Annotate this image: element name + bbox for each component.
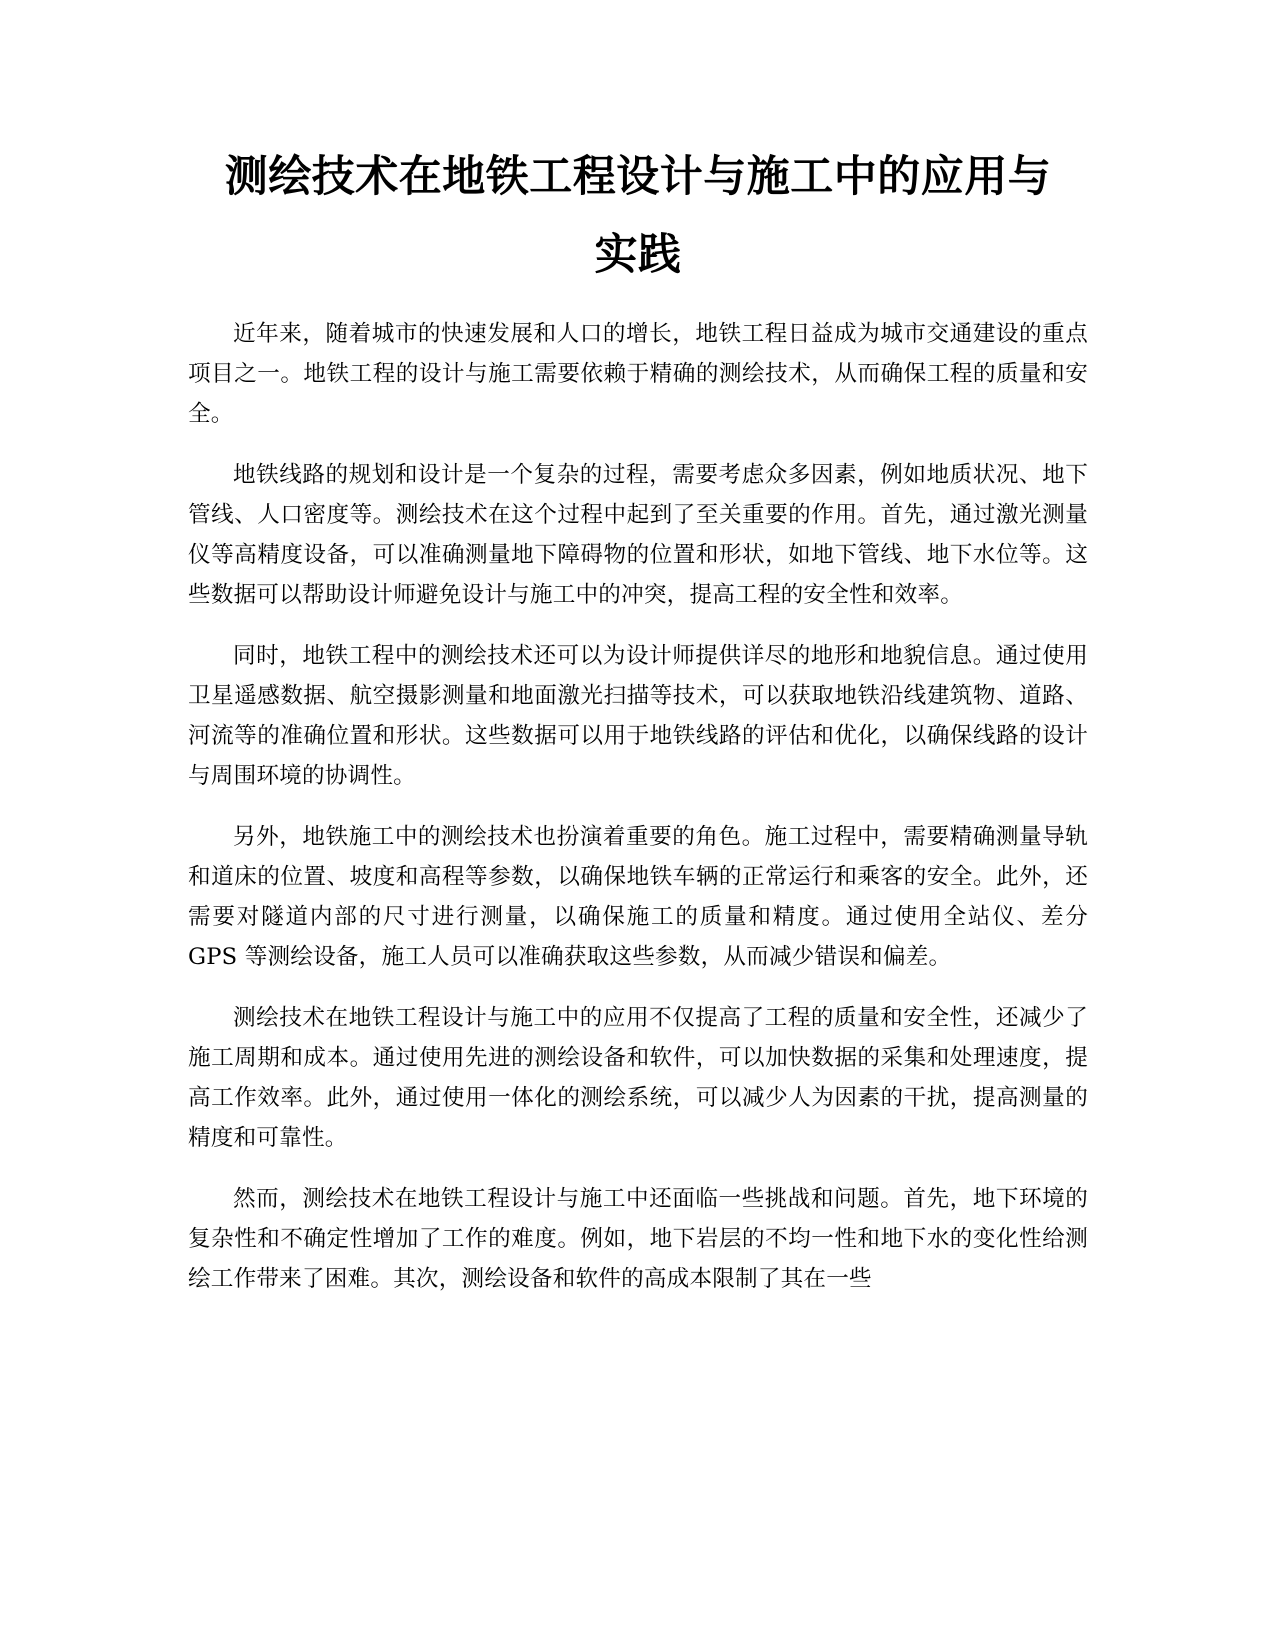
title-line-1: 测绘技术在地铁工程设计与施工中的应用与 bbox=[224, 152, 1052, 202]
paragraph-4: 另外，地铁施工中的测绘技术也扮演着重要的角色。施工过程中，需要精确测量导轨和道床的位置、坡度和高程等参数，以确保地铁车辆的正常运行和乘客的安全。此外，还需要对隧道内部的尺寸进行测量，以确保施工的质量和精度。通过使用全站仪、差分 GPS 等测绘设备，施工人员可以准确获取这些参数，从而减少错误和偏差。 bbox=[188, 824, 1088, 970]
paragraph-6: 然而，测绘技术在地铁工程设计与施工中还面临一些挑战和问题。首先，地下环境的复杂性和不确定性增加了工作的难度。例如，地下岩层的不均一性和地下水的变化性给测绘工作带来了困难。其次，测绘设备和软件的高成本限制了其在一些 bbox=[188, 1186, 1088, 1292]
document-page bbox=[188, 138, 1088, 1320]
paragraph-1: 近年来，随着城市的快速发展和人口的增长，地铁工程日益成为城市交通建设的重点项目之一。地铁工程的设计与施工需要依赖于精确的测绘技术，从而确保工程的质量和安全。 bbox=[188, 321, 1088, 427]
paragraph-5: 测绘技术在地铁工程设计与施工中的应用不仅提高了工程的质量和安全性，还减少了施工周期和成本。通过使用先进的测绘设备和软件，可以加快数据的采集和处理速度，提高工作效率。此外，通过使用一体化的测绘系统，可以减少人为因素的干扰，提高测量的精度和可靠性。 bbox=[188, 1005, 1088, 1151]
document-body bbox=[188, 314, 1088, 1299]
paragraph-3: 同时，地铁工程中的测绘技术还可以为设计师提供详尽的地形和地貌信息。通过使用卫星遥感数据、航空摄影测量和地面激光扫描等技术，可以获取地铁沿线建筑物、道路、河流等的准确位置和形状。这些数据可以用于地铁线路的评估和优化，以确保线路的设计与周围环境的协调性。 bbox=[188, 643, 1088, 789]
document-title bbox=[188, 138, 1088, 294]
paragraph-2: 地铁线路的规划和设计是一个复杂的过程，需要考虑众多因素，例如地质状况、地下管线、人口密度等。测绘技术在这个过程中起到了至关重要的作用。首先，通过激光测量仪等高精度设备，可以准确测量地下障碍物的位置和形状，如地下管线、地下水位等。这些数据可以帮助设计师避免设计与施工中的冲突，提高工程的安全性和效率。 bbox=[188, 462, 1088, 608]
title-line-2: 实践 bbox=[594, 230, 682, 280]
